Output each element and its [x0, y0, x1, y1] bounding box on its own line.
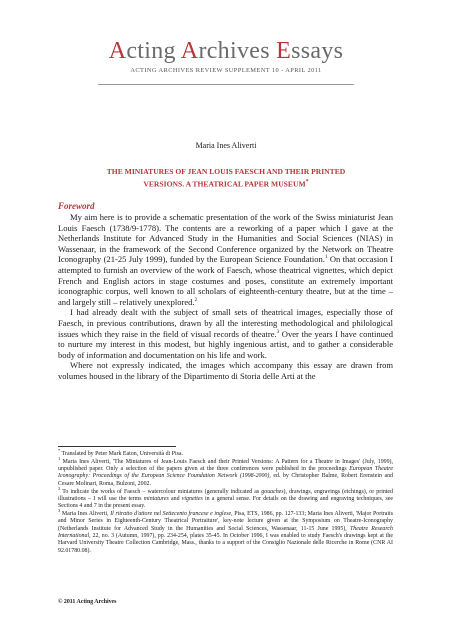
text-run: On that occasion I attempted to furnish an overview of the work of Faesch, whose theatrical vignettes, which depict French and English actors in stage costumes and poses, constitute an extremely important iconographic corpus, well known to all scholars of eighteenth-century theatre, but at the time – and largely still – relatively unexplored. [58, 254, 394, 307]
footnote-reference: 2 [58, 485, 61, 491]
title-word-rest: ssays [291, 38, 344, 64]
body-paragraph [58, 307, 393, 360]
text-run: Translated by Peter Mark Eaton, Università di Pisa. [60, 451, 183, 457]
page-footer-copyright: © 2011 Acting Archives [58, 599, 117, 605]
journal-subtitle: ACTING ARCHIVES REVIEW SUPPLEMENT 10 - APRIL 2011 [130, 67, 322, 74]
footnotes [58, 448, 393, 556]
italic-text: gouaches [261, 488, 284, 495]
text-run: ), drawings, engravings (etchings), or printed illustrations – I will use the terms [58, 488, 393, 502]
text-run: , ed. by Christopher Balme, Robert Erenstein and Cesare Molinari, Roma, Bulzoni, 2002. [58, 473, 393, 487]
body-paragraph [58, 360, 393, 381]
title-initial: E [276, 38, 292, 64]
text-run: I had already dealt with the subject of small sets of theatrical images, especially those of Faesch, in previous contributions, drawn by all the interesting methodological and philological issues which they raise in the field of visual records of theatre. [58, 307, 393, 339]
footnote-reference: 3 [58, 508, 61, 514]
title-initial: A [108, 38, 127, 64]
text-run: , 22, no. 3 (Autumn, 1997), pp. 234-254, plates 35-45. In October 1996, I was enabled to study Faesch's drawings kept at the Harvard University Theatre Collection Cambridge, Mass., thanks to a support of the Consiglio Nazionale delle Ricerche in Rome (CNR AI 92.01780.08). [58, 533, 393, 554]
title-initial: A [180, 38, 199, 64]
text-run: Where not expressly indicated, the images which accompany this essay are drawn from volumes housed in the library of the Dipartimento di Storia delle Arti at the [58, 360, 393, 381]
italic-text: Theatre Research International [58, 525, 393, 540]
footnote [58, 455, 393, 488]
article-title-line1: THE MINIATURES OF JEAN LOUIS FAESCH AND THEIR PRINTED [106, 167, 346, 176]
footnote-reference: 1 [58, 455, 61, 461]
text-run: My aim here is to provide a schematic presentation of the work of the Swiss miniaturist Jean Louis Faesch (1738/9-1778). The contents are a reworking of a paper which I gave at the Netherlands Institute for Advanced Study in the Humanities and Social Sciences (NIAS) in Wassenaar, in the framework of the Second Conference organized by the Network on Theatre Iconography (21-25 July 1999), funded by the European Science Foundation. [58, 212, 393, 265]
masthead-divider [98, 84, 354, 85]
footnote-reference: * [58, 448, 61, 454]
footnote [58, 508, 393, 555]
article-title-line2: VERSIONS. A THEATRICAL PAPER MUSEUM [143, 179, 306, 189]
author-name: Maria Ines Aliverti [195, 141, 257, 150]
italic-text: miniatures [143, 495, 169, 502]
footnote-reference: 3 [276, 329, 280, 335]
footnote-divider [58, 446, 176, 447]
text-run: To indicate the works of Faesch – watercolour miniatures (generally indicated as [60, 488, 262, 495]
article-title [80, 166, 372, 190]
article-body [58, 212, 393, 382]
italic-text: Il ritratto d'attore nel Settecento francese e inglese [110, 511, 232, 518]
text-run: in a general sense. For details on the drawing and engraving techniques, see Sections 4 and 7 in the present essay. [58, 495, 393, 510]
journal-title [0, 38, 452, 64]
footnote-reference: 2 [194, 297, 198, 303]
italic-text: vignettes [181, 495, 203, 502]
text-run: Maria Ines Aliverti, 'The Miniatures of Jean-Louis Faesch and their Printed Versions: A Pattern for a Theatre in Images' (July, 1999), unpublished paper. Only a selection of the papers given at the three conferences were published in the proceedings [58, 458, 393, 473]
title-word-rest: cting [126, 38, 181, 64]
masthead-block [0, 38, 452, 74]
section-heading-foreword: Foreword [58, 201, 95, 211]
text-run: , Pisa, ETS, 1986, pp. 127-133; Maria Ines Aliverti, 'Major Portraits and Minor Series in Eighteenth-Century Theatrical Portraiture', key-note lecture given at the Symposium on Theatre-Iconography (Netherlands Institute for Advanced Study in the Humanities and Social Sciences, Wassenaar, 11-15 June 1995), [58, 511, 393, 532]
body-paragraph [58, 212, 393, 307]
footnote [58, 448, 393, 458]
footnote [58, 485, 393, 514]
title-footnote-marker: * [305, 179, 309, 185]
footnote-reference: 1 [324, 255, 328, 261]
text-run: Maria Ines Aliverti, [60, 511, 111, 518]
text-run: and [168, 495, 182, 502]
italic-text: European Theatre Iconography: Proceedings of the European Science Foundation Network (1998-2000) [58, 466, 393, 480]
title-word-rest: rchives [198, 38, 277, 64]
text-run: Over the years I have continued to nurture my interest in this modest, but highly ingenious artist, and to gather a considerable body of information and documentation on his life and work. [58, 328, 393, 360]
